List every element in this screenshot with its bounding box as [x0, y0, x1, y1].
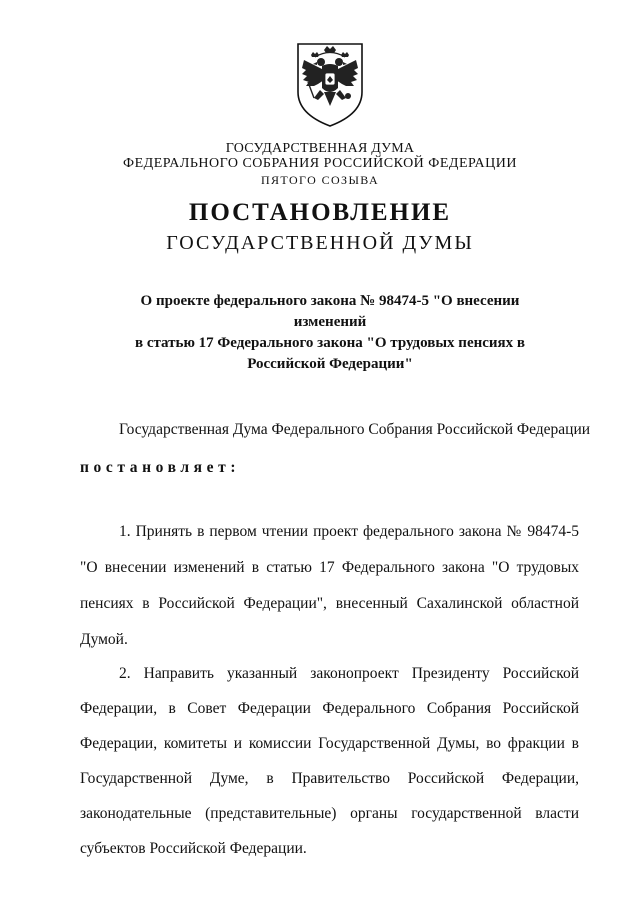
org-name-line2: ФЕДЕРАЛЬНОГО СОБРАНИЯ РОССИЙСКОЙ ФЕДЕРАЦИИ — [123, 156, 517, 171]
convocation: ПЯТОГО СОЗЫВА — [260, 173, 380, 187]
paragraph-2-line: Федерации, комитеты и комиссии Государственной Думы, во фракции в — [80, 735, 579, 752]
resolves-statement: постановляет: — [80, 459, 241, 476]
paragraph-2-line: Федерации, в Совет Федерации Федерального Собрания Российской — [80, 700, 579, 717]
paragraph-1-line: 1. Принять в первом чтении проект федерального закона № 98474-5 — [119, 523, 579, 540]
paragraph-1-line: "О внесении изменений в статью 17 Федерального закона "О трудовых — [80, 559, 579, 576]
paragraph-2-line: Государственной Думе, в Правительство Российской Федерации, — [80, 770, 579, 787]
paragraph-2-line: законодательные (представительные) органы государственной власти — [80, 805, 579, 822]
org-name-line1: ГОСУДАРСТВЕННАЯ ДУМА — [225, 141, 415, 156]
subject-line: О проекте федерального закона № 98474-5 "О внесении изменений — [140, 293, 520, 330]
subject-line: в статью 17 Федерального закона "О трудовых пенсиях в — [134, 335, 526, 351]
coat-of-arms-icon — [294, 40, 366, 128]
paragraph-1-line: пенсиях в Российской Федерации", внесенный Сахалинской областной — [80, 595, 579, 612]
paragraph-1-line: Думой. — [80, 631, 128, 648]
document-subject — [110, 291, 550, 375]
paragraph-2-line: субъектов Российской Федерации. — [80, 840, 307, 857]
subject-line: Российской Федерации" — [247, 356, 413, 372]
paragraph-2-line: 2. Направить указанный законопроект Президенту Российской — [119, 665, 579, 682]
document-subtitle: ГОСУДАРСТВЕННОЙ ДУМЫ — [166, 232, 474, 254]
document-title: ПОСТАНОВЛЕНИЕ — [188, 199, 452, 226]
preamble: Государственная Дума Федерального Собрания Российской Федерации — [119, 421, 591, 438]
